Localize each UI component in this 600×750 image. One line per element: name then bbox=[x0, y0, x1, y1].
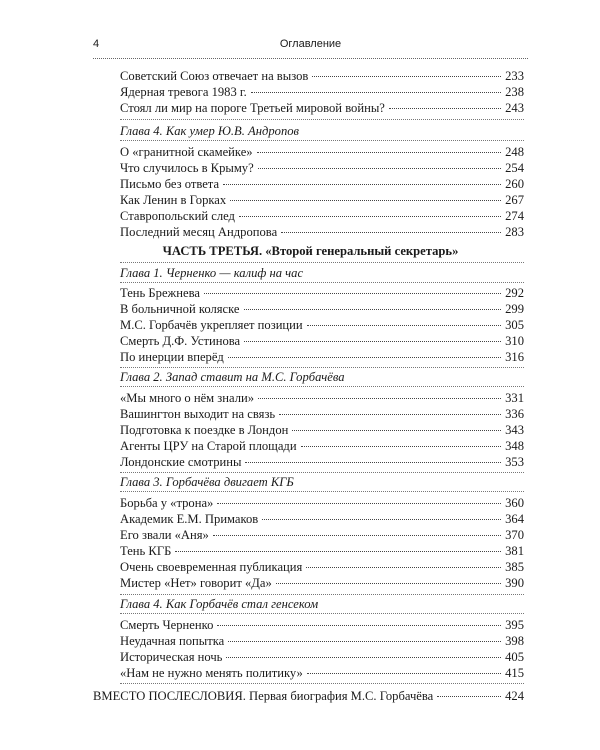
section-divider bbox=[120, 119, 524, 120]
entry-title: ВМЕСТО ПОСЛЕСЛОВИЯ. Первая биография М.С. Горбачёва bbox=[93, 689, 434, 703]
entry-page: 343 bbox=[505, 423, 524, 437]
entry-page: 254 bbox=[505, 161, 524, 175]
toc-entry bbox=[120, 144, 524, 160]
part-heading: ЧАСТЬ ТРЕТЬЯ. «Второй генеральный секретарь» bbox=[162, 244, 459, 258]
dot-leader bbox=[281, 232, 501, 233]
entry-page: 353 bbox=[505, 455, 524, 469]
entry-title: Очень своевременная публикация bbox=[120, 560, 303, 574]
entry-page: 395 bbox=[505, 618, 524, 632]
entry-title: Подготовка к поездке в Лондон bbox=[120, 423, 289, 437]
running-head bbox=[93, 38, 528, 54]
entry-page: 390 bbox=[505, 576, 524, 590]
entry-page: 360 bbox=[505, 496, 524, 510]
entry-page: 370 bbox=[505, 528, 524, 542]
entry-page: 267 bbox=[505, 193, 524, 207]
entry-title: Лондонские смотрины bbox=[120, 455, 242, 469]
chapter-title: Глава 1. Черненко — калиф на час bbox=[120, 266, 304, 280]
toc-entry bbox=[120, 192, 524, 208]
toc-entry bbox=[120, 665, 524, 681]
dot-leader bbox=[257, 152, 502, 153]
section-divider bbox=[120, 472, 524, 473]
dot-leader bbox=[244, 341, 501, 342]
toc-entry bbox=[120, 224, 524, 240]
entry-page: 260 bbox=[505, 177, 524, 191]
section-divider bbox=[120, 613, 524, 614]
running-title: Оглавление bbox=[279, 38, 342, 50]
toc-entry bbox=[120, 495, 524, 511]
dot-leader bbox=[244, 309, 502, 310]
entry-page: 310 bbox=[505, 334, 524, 348]
entry-title: Что случилось в Крыму? bbox=[120, 161, 254, 175]
dot-leader bbox=[307, 673, 501, 674]
section-divider bbox=[120, 386, 524, 387]
entry-page: 415 bbox=[505, 666, 524, 680]
dot-leader bbox=[204, 293, 501, 294]
toc-entry-afterword bbox=[93, 688, 524, 704]
toc-entry bbox=[120, 84, 524, 100]
dot-leader bbox=[279, 414, 501, 415]
dot-leader bbox=[226, 657, 501, 658]
toc-entry bbox=[120, 543, 524, 559]
dot-leader bbox=[230, 200, 501, 201]
dot-leader bbox=[228, 641, 501, 642]
entry-page: 233 bbox=[505, 69, 524, 83]
toc-entry bbox=[120, 349, 524, 365]
dot-leader bbox=[301, 446, 502, 447]
entry-page: 331 bbox=[505, 391, 524, 405]
dot-leader bbox=[217, 625, 501, 626]
entry-title: М.С. Горбачёв укрепляет позиции bbox=[120, 318, 303, 332]
dot-leader bbox=[312, 76, 501, 77]
entry-page: 364 bbox=[505, 512, 524, 526]
entry-title: Борьба у «трона» bbox=[120, 496, 214, 510]
entry-title: Неудачная попытка bbox=[120, 634, 225, 648]
page-number: 4 bbox=[93, 38, 100, 50]
toc-entry bbox=[120, 208, 524, 224]
entry-title: Тень Брежнева bbox=[120, 286, 200, 300]
toc-entry bbox=[120, 176, 524, 192]
entry-page: 305 bbox=[505, 318, 524, 332]
section-divider bbox=[120, 140, 524, 141]
section-divider bbox=[120, 491, 524, 492]
dot-leader bbox=[258, 168, 501, 169]
dot-leader bbox=[306, 567, 501, 568]
dot-leader bbox=[292, 430, 501, 431]
entry-title: О «гранитной скамейке» bbox=[120, 145, 253, 159]
dot-leader bbox=[245, 462, 501, 463]
toc-entry bbox=[120, 617, 524, 633]
entry-title: «Нам не нужно менять политику» bbox=[120, 666, 303, 680]
entry-title: Мистер «Нет» говорит «Да» bbox=[120, 576, 272, 590]
dot-leader bbox=[223, 184, 501, 185]
dot-leader bbox=[251, 92, 501, 93]
entry-page: 381 bbox=[505, 544, 524, 558]
dot-leader bbox=[239, 216, 501, 217]
header-rule bbox=[93, 58, 528, 59]
entry-title: Его звали «Аня» bbox=[120, 528, 209, 542]
entry-title: «Мы много о нём знали» bbox=[120, 391, 255, 405]
dot-leader bbox=[258, 398, 501, 399]
dot-leader bbox=[213, 535, 501, 536]
entry-page: 385 bbox=[505, 560, 524, 574]
section-divider bbox=[120, 262, 524, 263]
entry-title: Академик Е.М. Примаков bbox=[120, 512, 259, 526]
toc-entry bbox=[120, 527, 524, 543]
entry-page: 283 bbox=[505, 225, 524, 239]
dot-leader bbox=[276, 583, 501, 584]
dot-leader bbox=[175, 551, 501, 552]
entry-page: 243 bbox=[505, 101, 524, 115]
dot-leader bbox=[217, 503, 501, 504]
chapter-title: Глава 4. Как умер Ю.В. Андропов bbox=[120, 124, 300, 138]
toc-entry bbox=[120, 633, 524, 649]
entry-page: 274 bbox=[505, 209, 524, 223]
toc-entry bbox=[120, 160, 524, 176]
section-divider bbox=[120, 683, 524, 684]
entry-title: Смерть Черненко bbox=[120, 618, 214, 632]
section-divider bbox=[120, 282, 524, 283]
toc-entry bbox=[120, 406, 524, 422]
entry-title: Смерть Д.Ф. Устинова bbox=[120, 334, 241, 348]
entry-page: 248 bbox=[505, 145, 524, 159]
entry-title: Ставропольский след bbox=[120, 209, 235, 223]
entry-page: 405 bbox=[505, 650, 524, 664]
dot-leader bbox=[307, 325, 501, 326]
toc-entry bbox=[120, 333, 524, 349]
entry-title: Как Ленин в Горках bbox=[120, 193, 227, 207]
toc-entry bbox=[120, 454, 524, 470]
toc-entry bbox=[120, 575, 524, 591]
entry-title: Стоял ли мир на пороге Третьей мировой войны? bbox=[120, 101, 385, 115]
dot-leader bbox=[262, 519, 501, 520]
toc-entry bbox=[120, 100, 524, 116]
entry-title: Советский Союз отвечает на вызов bbox=[120, 69, 309, 83]
toc-entry bbox=[120, 438, 524, 454]
toc-entry bbox=[120, 301, 524, 317]
entry-title: Тень КГБ bbox=[120, 544, 172, 558]
section-divider bbox=[120, 594, 524, 595]
entry-page: 424 bbox=[505, 689, 524, 703]
entry-title: Письмо без ответа bbox=[120, 177, 220, 191]
chapter-title: Глава 4. Как Горбачёв стал генсеком bbox=[120, 597, 319, 611]
entry-page: 336 bbox=[505, 407, 524, 421]
toc-entry bbox=[120, 285, 524, 301]
entry-page: 299 bbox=[505, 302, 524, 316]
entry-title: Последний месяц Андропова bbox=[120, 225, 278, 239]
entry-title: Ядерная тревога 1983 г. bbox=[120, 85, 247, 99]
entry-page: 398 bbox=[505, 634, 524, 648]
chapter-title: Глава 2. Запад ставит на М.С. Горбачёва bbox=[120, 370, 345, 384]
entry-title: По инерции вперёд bbox=[120, 350, 224, 364]
toc-entry bbox=[120, 559, 524, 575]
entry-page: 238 bbox=[505, 85, 524, 99]
entry-title: Вашингтон выходит на связь bbox=[120, 407, 276, 421]
toc-entry bbox=[120, 422, 524, 438]
toc-entry bbox=[120, 317, 524, 333]
dot-leader bbox=[389, 108, 501, 109]
toc-entry bbox=[120, 390, 524, 406]
toc-entry bbox=[120, 511, 524, 527]
entry-page: 348 bbox=[505, 439, 524, 453]
dot-leader bbox=[437, 696, 501, 697]
entry-title: В больничной коляске bbox=[120, 302, 240, 316]
toc-entry bbox=[120, 68, 524, 84]
entry-page: 292 bbox=[505, 286, 524, 300]
entry-title: Историческая ночь bbox=[120, 650, 223, 664]
dot-leader bbox=[228, 357, 501, 358]
section-divider bbox=[120, 367, 524, 368]
toc-entry bbox=[120, 649, 524, 665]
chapter-title: Глава 3. Горбачёва двигает КГБ bbox=[120, 475, 294, 489]
entry-title: Агенты ЦРУ на Старой площади bbox=[120, 439, 297, 453]
entry-page: 316 bbox=[505, 350, 524, 364]
